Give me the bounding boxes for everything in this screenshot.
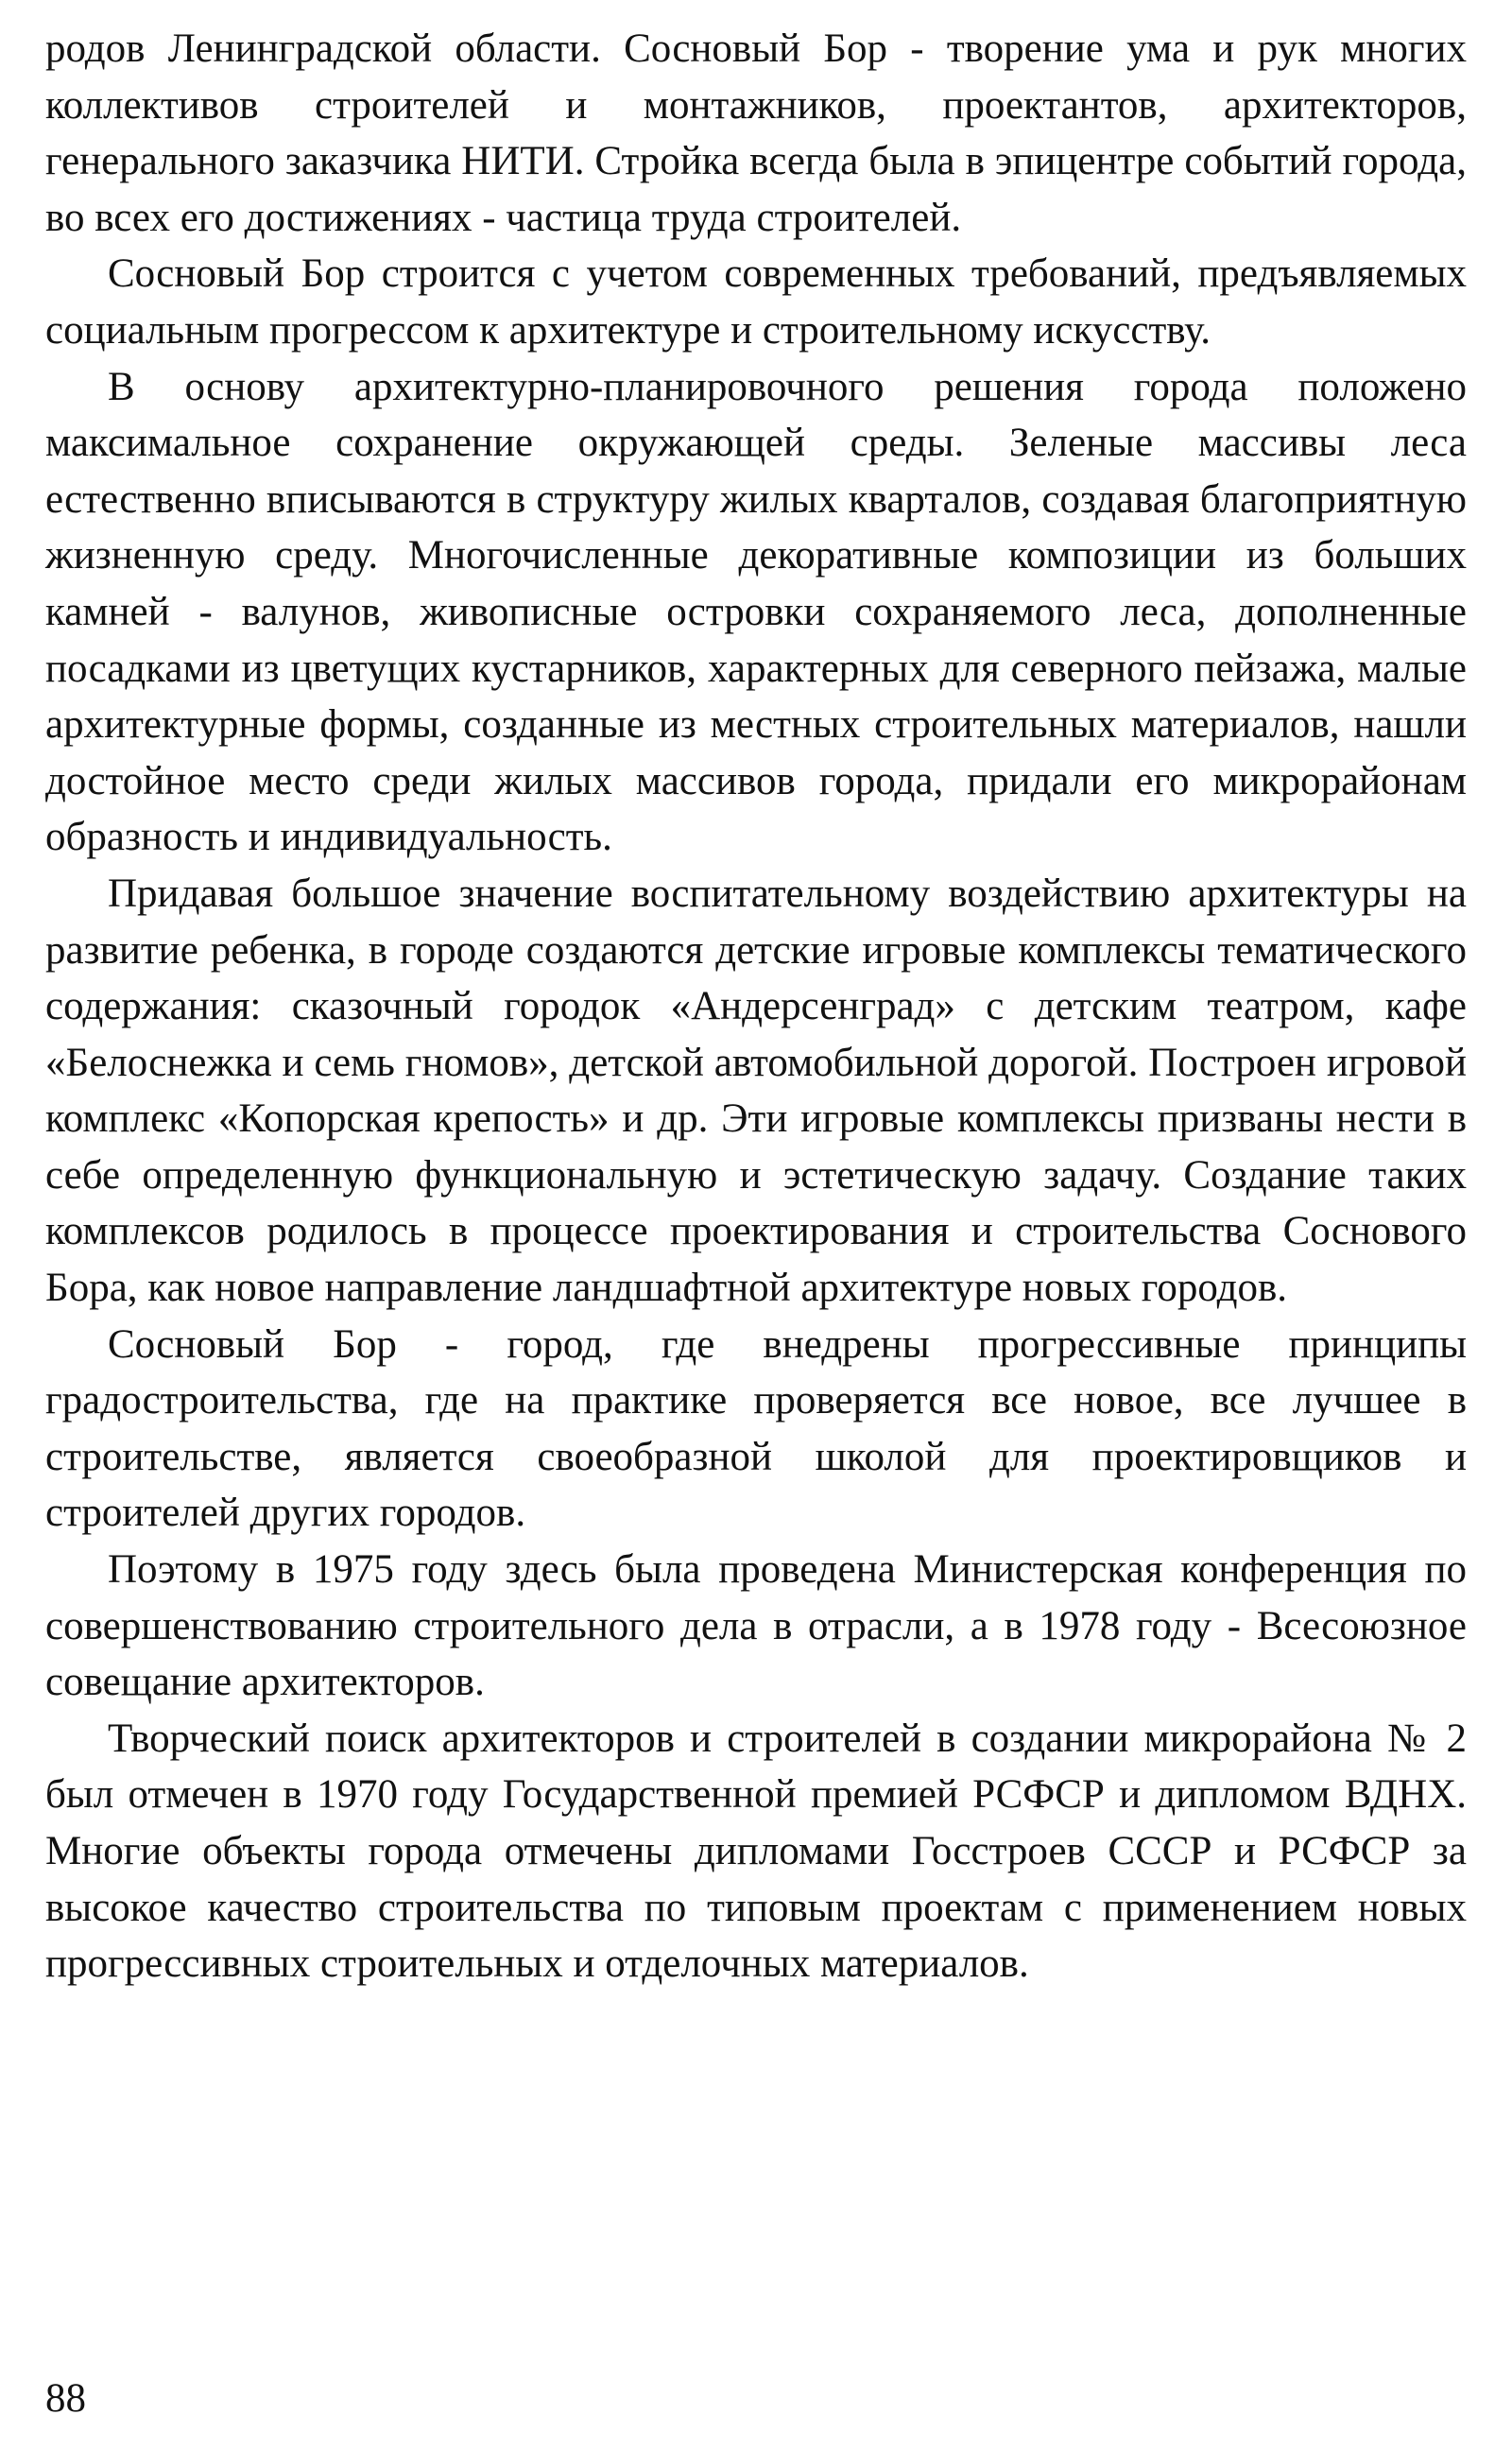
paragraph-1: родов Ленинградской области. Сосновый Бор - творение ума и рук многих коллективов строителей и монтажников, проектантов, архитекторов, генерального заказчика НИТИ. Стройка всегда была в эпицентре событий города, во всех его достижениях - частица труда строителей. (45, 26, 1467, 240)
paragraph-5: Сосновый Бор - город, где внедрены прогрессивные принципы градостроительства, где на практике проверяется все новое, все лучшее в строительстве, является своеобразной школой для проектировщиков и строителей других городов. (45, 1321, 1467, 1536)
paragraph-3: В основу архитектурно-планировочного решения города положено максимальное сохранение окружающей среды. Зеленые массивы леса естественно вписываются в структуру жилых кварталов, создавая благоприятную жизненную среду. Многочисленные декоративные композиции из больших камней - валунов, живописные островки сохраняемого леса, дополненные посадками из цветущих кустарников, характерных для северного пейзажа, малые архитектурные формы, созданные из местных строительных материалов, нашли достойное место среди жилых массивов города, придали его микрорайонам образность и индивидуальность. (45, 364, 1467, 860)
body-text (45, 21, 1467, 1992)
paragraph-4: Придавая большое значение воспитательному воздействию архитектуры на развитие ребенка, в городе создаются детские игровые комплексы тематического содержания: сказочный городок «Андерсенград» с детским театром, кафе «Белоснежка и семь гномов», детской автомобильной дорогой. Построен игровой комплекс «Копорская крепость» и др. Эти игровые комплексы призваны нести в себе определенную функциональную и эстетическую задачу. Создание таких комплексов родилось в процессе проектирования и строительства Соснового Бора, как новое направление ландшафтной архитектуре новых городов. (45, 871, 1467, 1311)
paragraph-6: Поэтому в 1975 году здесь была проведена Министерская конференция по совершенствованию строительного дела в отрасли, а в 1978 году - Всесоюзное совещание архитекторов. (45, 1547, 1467, 1705)
page-number: 88 (45, 2376, 86, 2421)
paragraph-2: Сосновый Бор строится с учетом современных требований, предъявляемых социальным прогрессом к архитектуре и строительному искусству. (45, 251, 1467, 353)
paragraph-7: Творческий поиск архитекторов и строителей в создании микрорайона № 2 был отмечен в 1970 году Государственной премией РСФСР и дипломом ВДНХ. Многие объекты города отмечены дипломами Госстроев СССР и РСФСР за высокое качество строительства по типовым проектам с применением новых прогрессивных строительных и отделочных материалов. (45, 1716, 1467, 1987)
